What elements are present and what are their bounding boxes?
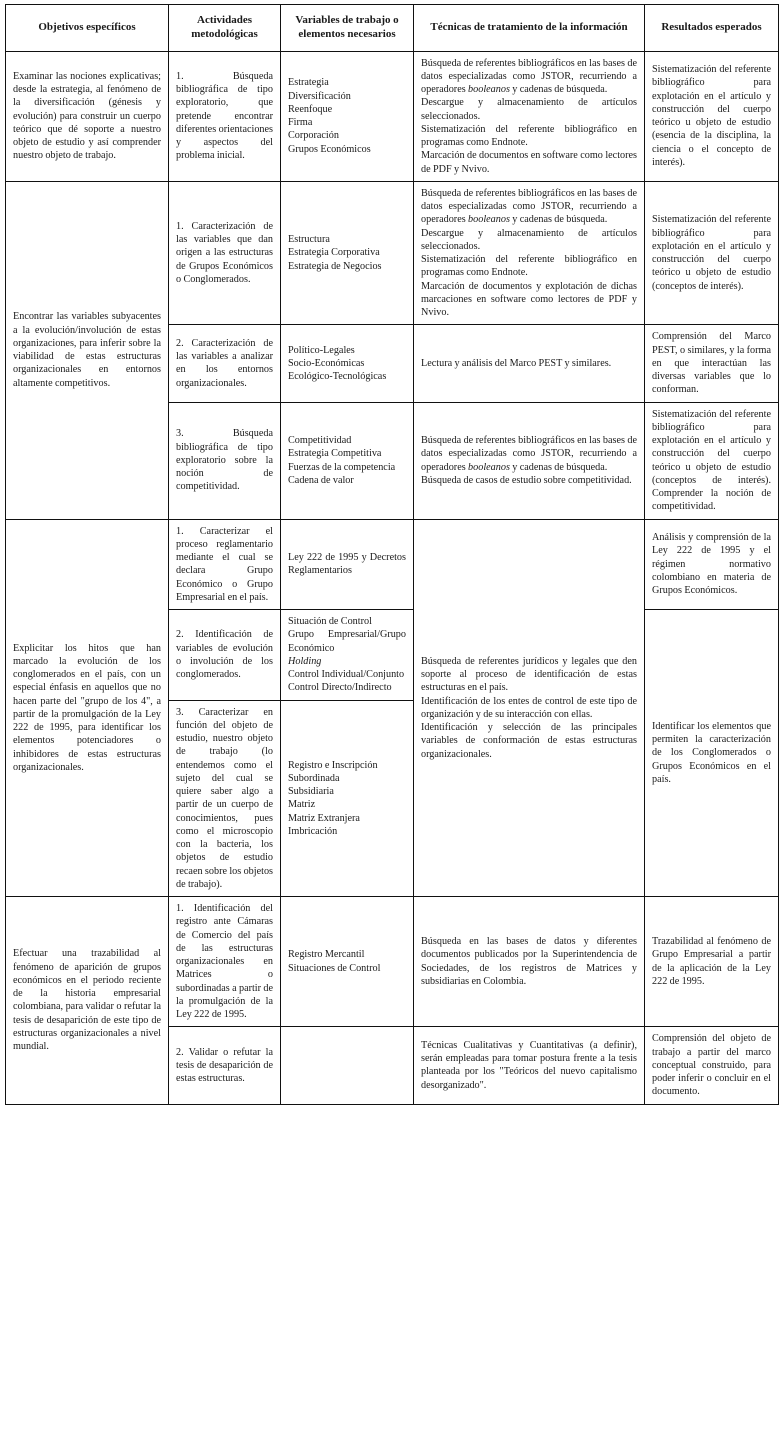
variable-item: Matriz Extranjera bbox=[288, 812, 360, 824]
cell-variables-3a bbox=[281, 519, 414, 610]
column-header-variables: Variables de trabajo o elementos necesarios bbox=[281, 5, 414, 52]
table-row bbox=[6, 897, 779, 1027]
cell-tecnicas-2b: Lectura y análisis del Marco PEST y similares. bbox=[414, 325, 645, 402]
variable-item: Grupo Empresarial/Grupo Económico bbox=[288, 629, 406, 654]
tecnicas-text-pre: Búsqueda de referentes bibliográficos en las bases de datos especializadas como JSTOR, recurriendo a operadores bbox=[421, 57, 637, 95]
variable-item: Subordinada bbox=[288, 772, 340, 784]
cell-resultado-3: Identificar los elementos que permiten la caracterización de los Conglomerados o Grupos Económicos en el país. bbox=[645, 610, 779, 897]
cell-actividad-4a: 1. Identificación del registro ante Cámaras de Comercio del país de las estructuras organizacionales en Matrices o subordinadas a partir de la promulgación de la Ley 222 de 1995. bbox=[169, 897, 281, 1027]
variable-item: Estrategia de Negocios bbox=[288, 260, 382, 272]
cell-tecnicas-2c bbox=[414, 402, 645, 519]
variable-item: Firma bbox=[288, 117, 313, 129]
variable-item: Subsidiaria bbox=[288, 786, 334, 797]
variable-item: Político-Legales bbox=[288, 344, 355, 356]
cell-variables-4b bbox=[281, 1027, 414, 1104]
variable-item: Situaciones de Control bbox=[288, 962, 381, 974]
header-row bbox=[6, 5, 779, 52]
research-matrix-table bbox=[5, 4, 779, 1105]
cell-objetivo-3: Explicitar los hitos que han marcado la evolución de los conglomerados en el país, con un especial énfasis en aquellos que no hacen parte del "grupo de los 4", a partir de la promulgación de la Ley 222 de 1995, para identificar los elementos potenciadores o inhibidores de estas estructuras organizacionales. bbox=[6, 519, 169, 897]
variable-item: Situación de Control bbox=[288, 616, 372, 627]
cell-actividad-1: 1. Búsqueda bibliográfica de tipo exploratorio, que pretende encontrar diferentes orientaciones y aspectos del problema inicial. bbox=[169, 51, 281, 181]
table-row bbox=[6, 181, 779, 325]
cell-tecnicas-2a bbox=[414, 181, 645, 325]
cell-variables-1 bbox=[281, 51, 414, 181]
cell-resultado-3a: Análisis y comprensión de la Ley 222 de 1995 y el régimen normativo colombiano en materia de Grupos Económicos. bbox=[645, 519, 779, 610]
variable-item: Ley 222 de 1995 y Decretos Reglamentarios bbox=[288, 552, 406, 577]
variable-item: Corporación bbox=[288, 130, 339, 142]
cell-tecnicas-4b: Técnicas Cualitativas y Cuantitativas (a definir), serán empleadas para tomar postura frente a la tesis planteada por los "Teóricos del nuevo capitalismo desorganizado". bbox=[414, 1027, 645, 1104]
table-row bbox=[6, 51, 779, 181]
variable-item: Estructura bbox=[288, 234, 330, 246]
cell-variables-2a bbox=[281, 181, 414, 325]
tecnicas-text-post: y cadenas de búsqueda. Búsqueda de casos de estudio sobre competitividad. bbox=[421, 461, 632, 486]
cell-resultado-2c: Sistematización del referente bibliográfico para explotación en el artículo y construcción del cuerpo teórico u objeto de estudio (conceptos de interés). Comprender la noción de competitividad. bbox=[645, 402, 779, 519]
cell-variables-2c bbox=[281, 402, 414, 519]
variable-item-holding: Holding bbox=[288, 655, 322, 667]
cell-objetivo-1: Examinar las nociones explicativas; desde la estrategia, al fenómeno de la diversificación (génesis y evolución) para construir un cuerpo teórico que dé soporte a nuestro objeto de estudio y así comprender nuestro objeto de trabajo. bbox=[6, 51, 169, 181]
cell-variables-3b bbox=[281, 610, 414, 701]
variable-item: Registro e Inscripción bbox=[288, 759, 378, 771]
cell-variables-3c bbox=[281, 700, 414, 897]
cell-tecnicas-3: Búsqueda de referentes jurídicos y legales que den soporte al proceso de identificación de estas estructuras en el país. Identificación de los entes de control de este tipo de organización y de su interacción con ellas. Identificación y selección de las principales variables de conformación de estas estructuras organizacionales. bbox=[414, 519, 645, 897]
cell-resultado-2b: Comprensión del Marco PEST, o similares, y la forma en que interactúan las diversas variables que lo conforman. bbox=[645, 325, 779, 402]
cell-variables-4a bbox=[281, 897, 414, 1027]
cell-resultado-4a: Trazabilidad al fenómeno de Grupo Empresarial a partir de la aplicación de la Ley 222 de 1995. bbox=[645, 897, 779, 1027]
variable-item: Control Directo/Indirecto bbox=[288, 682, 392, 694]
cell-actividad-2b: 2. Caracterización de las variables a analizar en los entornos organizacionales. bbox=[169, 325, 281, 402]
cell-tecnicas-1 bbox=[414, 51, 645, 181]
cell-objetivo-4: Efectuar una trazabilidad al fenómeno de aparición de grupos económicos en el periodo reciente de la historia empresarial colombiana, para validar o refutar la tesis de desaparición de este tipo de estructuras organizacionales a nivel mundial. bbox=[6, 897, 169, 1105]
tecnicas-text-post: y cadenas de búsqueda. Descargue y almacenamiento de artículos seleccionados. Sistematización del referente bibliográfico en programas como Endnote. Marcación de documentos en software como lectores de PDF y Nvivo. bbox=[421, 84, 637, 175]
variable-item: Reenfoque bbox=[288, 103, 333, 115]
variable-item: Competitividad bbox=[288, 435, 352, 446]
cell-objetivo-2: Encontrar las variables subyacentes a la evolución/involución de estas organizaciones, para inferir sobre la viabilidad de estas estructuras organizacionales en entornos altamente competitivos. bbox=[6, 181, 169, 519]
table-body bbox=[6, 51, 779, 1104]
variable-item: Estrategia bbox=[288, 77, 329, 89]
variable-item: Socio-Económicas bbox=[288, 357, 365, 369]
variable-item: Ecológico-Tecnológicas bbox=[288, 371, 387, 382]
cell-actividad-2a: 1. Caracterización de las variables que dan origen a las estructuras de Grupos Económicos o Conglomerados. bbox=[169, 181, 281, 325]
cell-actividad-3c: 3. Caracterizar en función del objeto de estudio, nuestro objeto de trabajo (lo entendemos como el sujeto del cual se quiere saber algo a partir de un cuerpo de conocimientos, pues como el microscopio con la bacteria, los objetos de estudio recaen sobre los objetos de trabajo). bbox=[169, 700, 281, 897]
tecnicas-text-post: y cadenas de búsqueda. Descargue y almacenamiento de artículos seleccionados. Sistematización del referente bibliográfico en programas como Endnote. Marcación de documentos y explotación de dichas marcaciones en software como lectores de PDF y Nvivo. bbox=[421, 214, 637, 318]
cell-actividad-4b: 2. Validar o refutar la tesis de desaparición de estas estructuras. bbox=[169, 1027, 281, 1104]
variable-item: Estrategia Corporativa bbox=[288, 247, 380, 259]
tecnicas-text-pre: Búsqueda de referentes bibliográficos en las bases de datos especializadas como JSTOR, recurriendo a operadores bbox=[421, 187, 637, 226]
variable-item: Imbricación bbox=[288, 825, 338, 837]
variable-item: Diversificación bbox=[288, 90, 351, 102]
variable-item: Registro Mercantil bbox=[288, 949, 365, 961]
cell-actividad-3b: 2. Identificación de variables de evolución o involución de los conglomerados. bbox=[169, 610, 281, 701]
variable-item: Grupos Económicos bbox=[288, 143, 371, 155]
tecnicas-text-emphasis: booleanos bbox=[468, 461, 510, 473]
column-header-objetivos: Objetivos específicos bbox=[6, 5, 169, 52]
variable-item: Estrategia Competitiva bbox=[288, 448, 382, 460]
cell-resultado-1: Sistematización del referente bibliográfico para explotación en el artículo y construcción del cuerpo teórico u objeto de estudio (esencia de la disciplina, la ciencia o el concepto de interés). bbox=[645, 51, 779, 181]
table-header bbox=[6, 5, 779, 52]
column-header-actividades: Actividades metodológicas bbox=[169, 5, 281, 52]
cell-resultado-4b: Comprensión del objeto de trabajo a partir del marco conceptual construido, para poder inferir o concluir en el documento. bbox=[645, 1027, 779, 1104]
tecnicas-text-emphasis: booleanos bbox=[468, 214, 510, 226]
cell-resultado-2a: Sistematización del referente bibliográfico para explotación en el artículo y construcción del cuerpo teórico u objeto de estudio (conceptos de interés). bbox=[645, 181, 779, 325]
variable-item: Fuerzas de la competencia bbox=[288, 461, 396, 473]
cell-actividad-3a: 1. Caracterizar el proceso reglamentario mediante el cual se declara Grupo Económico o Grupo Empresarial en el país. bbox=[169, 519, 281, 610]
variable-item: Cadena de valor bbox=[288, 474, 354, 486]
tecnicas-text-pre: Búsqueda de referentes bibliográficos en las bases de datos especializadas como JSTOR, recurriendo a operadores bbox=[421, 435, 637, 473]
cell-tecnicas-4a: Búsqueda en las bases de datos y diferentes documentos publicados por la Superintendencia de Sociedades, de los registros de Matrices y subsidiarias en Colombia. bbox=[414, 897, 645, 1027]
table-row bbox=[6, 519, 779, 610]
cell-variables-2b bbox=[281, 325, 414, 402]
column-header-tecnicas: Técnicas de tratamiento de la información bbox=[414, 5, 645, 52]
variable-item: Control Individual/Conjunto bbox=[288, 669, 405, 680]
cell-actividad-2c: 3. Búsqueda bibliográfica de tipo exploratorio sobre la noción de competitividad. bbox=[169, 402, 281, 519]
column-header-resultados: Resultados esperados bbox=[645, 5, 779, 52]
tecnicas-text-emphasis: booleanos bbox=[468, 84, 510, 95]
variable-item: Matriz bbox=[288, 799, 316, 811]
